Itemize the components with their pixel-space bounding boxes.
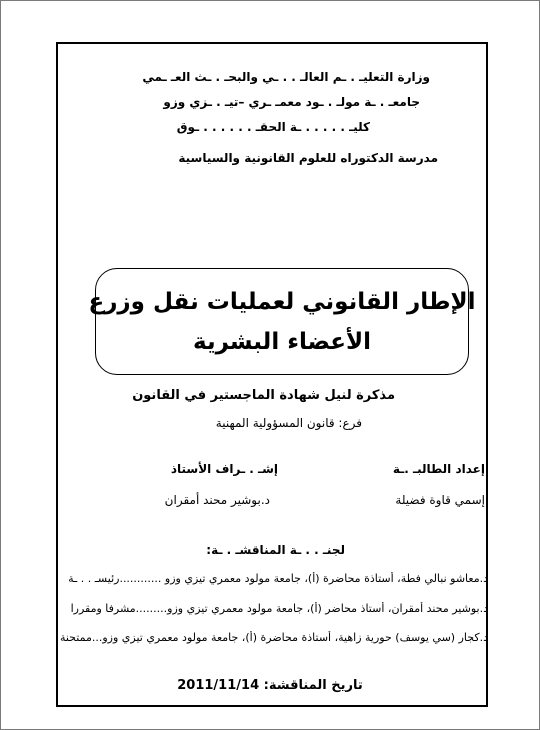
branch-line: فرع: قانون المسؤولية المهنية — [215, 416, 362, 430]
committee-heading: لجنـ . . ـة المناقشـ . ـة: — [206, 543, 345, 557]
committee-member-1: د.معاشو نبالي فطة، أستاذة محاضرة (أ)، جامعة مولود معمري تيزي وزو ............رئيسـ . . ـة — [68, 572, 488, 585]
student-name: إسمي قاوة فضيلة — [395, 493, 485, 507]
doctoral-school-line: مدرسة الدكتوراه للعلوم القانونية والسياسية — [178, 151, 438, 165]
student-label: إعداد الطالبـ .ـة — [392, 462, 485, 476]
defense-label: تاريخ المناقشة: — [263, 678, 363, 693]
university-line: جامعـ . ـة مولـ . ـود معمـ ـري –تيـ . ـزي وزو — [163, 95, 420, 109]
committee-member-2: د.بوشير محند أمقران، أستاذ محاضر (أ)، جامعة مولود معمري تيزي وزو.........مشرفا ومقررا — [70, 602, 488, 615]
degree-line: مذكرة لنيل شهادة الماجستير في القانون — [132, 388, 395, 403]
thesis-title-line-1: الإطار القانوني لعمليات نقل وزرع — [88, 288, 476, 315]
thesis-title-line-2: الأعضاء البشرية — [193, 328, 371, 355]
supervisor-label: إشـ . ـراف الأستاذ — [170, 462, 278, 476]
faculty-line: كليـ . . . . . ـة الحقـ . . . . . . ـوق — [176, 120, 370, 134]
supervisor-name: د.بوشير محند أمقران — [164, 493, 270, 507]
defense-date: 2011/11/14 — [177, 678, 260, 693]
ministry-line: وزارة التعليـ . ـم العالـ . . ـي والبحـ . ـث العـ ـمي — [142, 70, 430, 84]
thesis-title-box — [88, 268, 476, 375]
defense-date-line — [150, 678, 390, 693]
committee-member-3: د.كجار (سي يوسف) حورية زاهية، أستاذة محاضرة (أ)، جامعة مولود معمري تيزي وزو...ممتحنة — [60, 631, 488, 644]
